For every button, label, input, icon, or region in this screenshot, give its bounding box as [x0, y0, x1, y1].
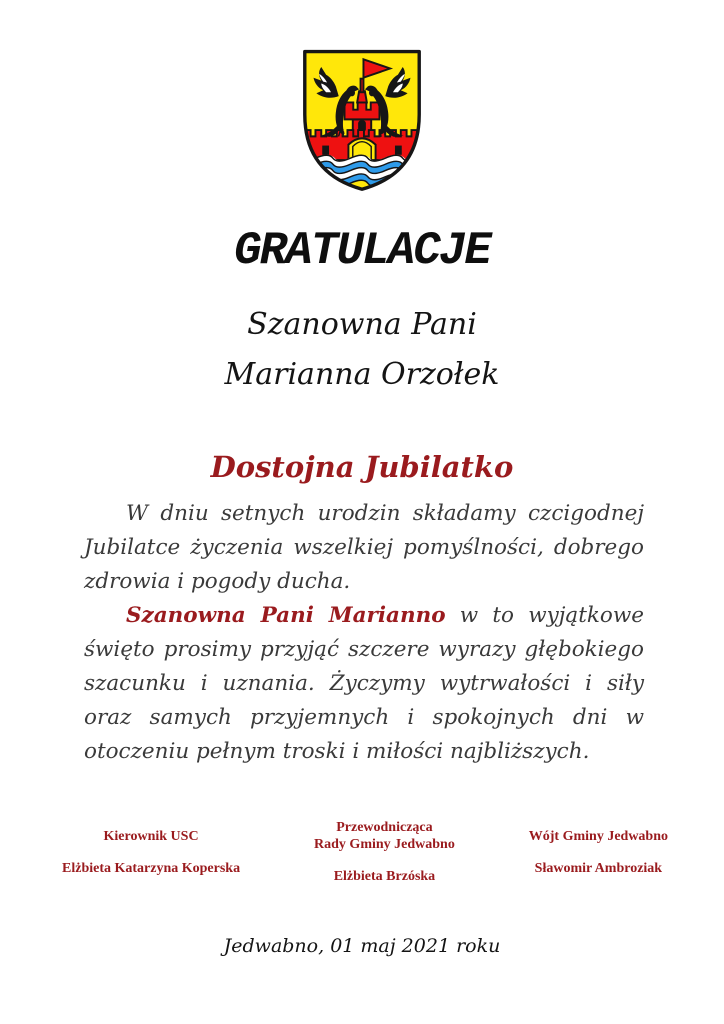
signature-role: Przewodnicząca: [336, 820, 433, 835]
paragraph-1: W dniu setnych urodzin składamy czcigodnej Jubilatce życzenia wszelkiej pomyślności, dobrego zdrowia i pogody ducha.: [84, 501, 644, 594]
wall-window-right: [395, 146, 402, 155]
recipient-name: Marianna Orzołek: [224, 357, 500, 392]
paragraph-2-text: w to wyjątkowe święto prosimy przyjąć szczere wyrazy głębokiego szacunku i uznania. Życzymy wytrwałości i siły oraz samych przyjemnych i spokojnych dni w otoczeniu pełnym troski i miłości najbliższych.: [84, 603, 644, 764]
signature-block-council-chair: [314, 819, 455, 885]
signature-block-usc: [62, 828, 240, 877]
tower-battlements: [345, 102, 380, 119]
flag-pole: [361, 79, 364, 93]
jedwabno-crest-svg: [294, 36, 430, 196]
wall-window-left: [322, 146, 329, 155]
coat-of-arms-icon: [294, 36, 430, 196]
signature-role: Rady Gminy Jedwabno: [314, 837, 455, 852]
signature-role: Wójt Gminy Jedwabno: [528, 828, 668, 844]
salutation-line: Szanowna Pani: [247, 307, 477, 342]
section-heading: Dostojna Jubilatko: [210, 450, 514, 484]
signature-role: Kierownik USC: [103, 828, 199, 844]
salutation-block: [0, 300, 724, 400]
signature-name: Elżbieta Katarzyna Koperska: [62, 860, 241, 876]
signature-name: Sławomir Ambroziak: [534, 860, 663, 876]
signature-name: Elżbieta Brzóska: [333, 869, 436, 884]
signature-row: [62, 819, 668, 885]
recipient-address-bold: Szanowna Pani Marianno: [126, 603, 446, 628]
paragraph-2: [84, 599, 644, 769]
date-line: Jedwabno, 01 maj 2021 roku: [223, 935, 501, 957]
signature-block-mayor: [529, 828, 668, 877]
page-title: GRATULACJE: [233, 225, 491, 277]
